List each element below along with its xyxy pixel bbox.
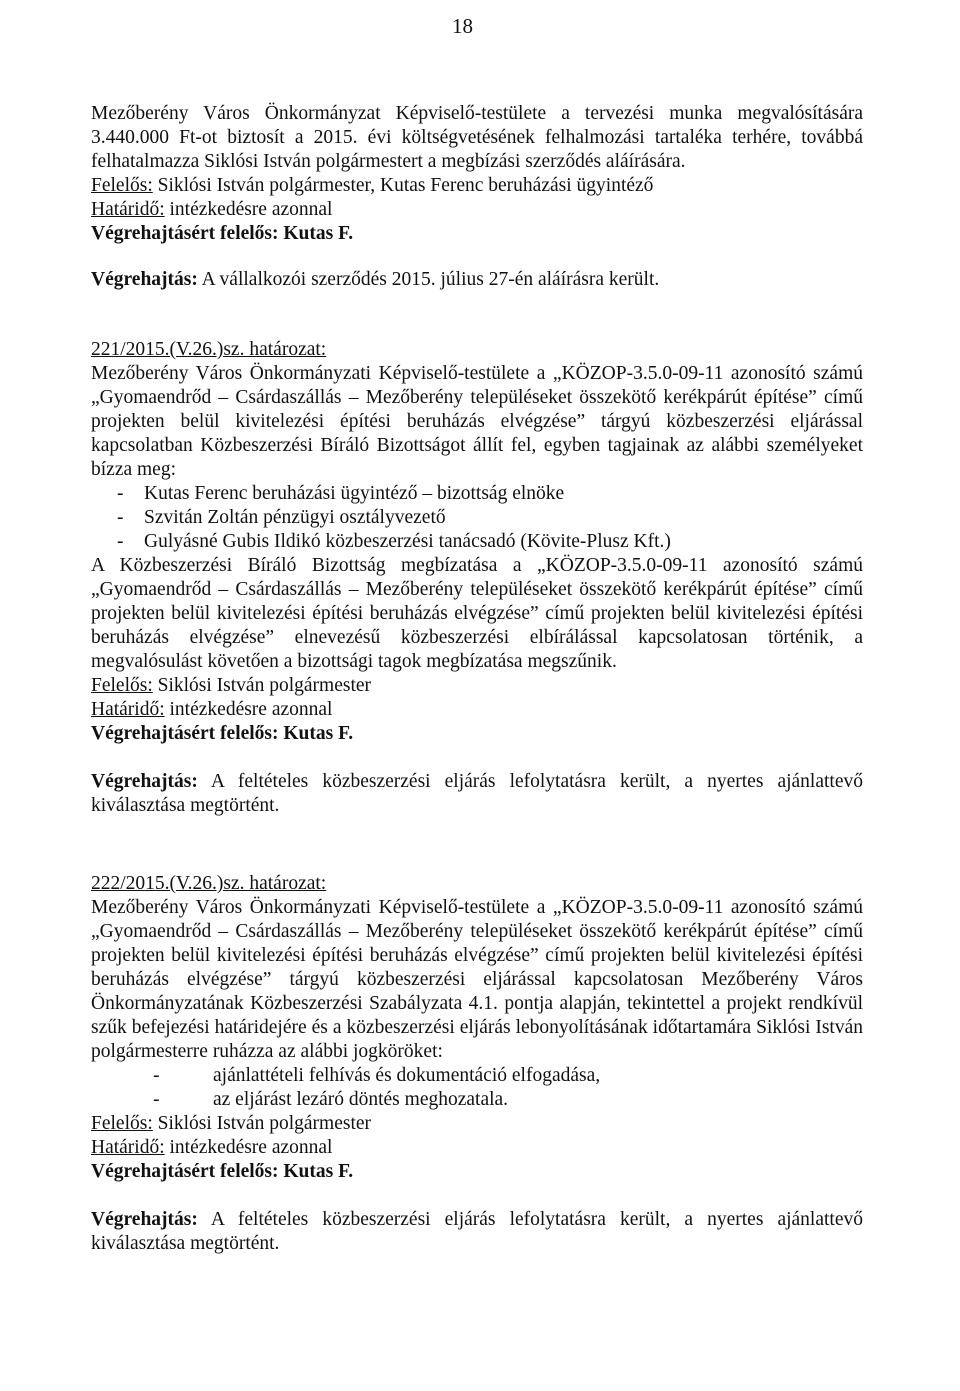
resolution-number: 221/2015.(V.26.)sz. határozat:	[91, 339, 327, 360]
deadline-value: intézkedésre azonnal	[164, 699, 333, 720]
continuation-paragraph: Mezőberény Város Önkormányzat Képviselő-testülete a tervezési munka megvalósítására 3.440.000 Ft-ot biztosít a 2015. évi költségvetésének felhalmozási tartaléka terhére, továbbá felhatalmazza Siklósi István polgármestert a megbízási szerződés aláírására.	[91, 103, 863, 172]
responsible-label: Felelős:	[91, 675, 153, 696]
deadline-label: Határidő:	[91, 699, 165, 720]
resolution-text-continued: A Közbeszerzési Bíráló Bizottság megbízatása a „KÖZOP-3.5.0-09-11 azonosító számú „Gyomaendrőd – Csárdaszállás – Mezőberény településeket összekötő kerékpárút építése” című projekten belül kivitelezési építési beruházás elvégzése” című projekten belül kivitelezési építési beruházás elvégzése” elnevezésű közbeszerzési elbírálással kapcsolatosan történik, a megvalósulást követően a bizottsági tagok megbízatása megszűnik.	[91, 555, 863, 672]
committee-member-list	[91, 482, 863, 554]
deadline-line	[91, 198, 863, 222]
responsible-line	[91, 174, 863, 198]
list-item: - ajánlattételi felhívás és dokumentáció elfogadása,	[91, 1064, 863, 1088]
resolution-number: 222/2015.(V.26.)sz. határozat:	[91, 873, 327, 894]
execution-value: A feltételes közbeszerzési eljárás lefolytatásra került, a nyertes ajánlattevő kiválasztása megtörtént.	[91, 771, 863, 816]
execution-line	[91, 268, 863, 292]
execution-label: Végrehajtás:	[91, 771, 198, 792]
execution-value: A vállalkozói szerződés 2015. július 27-én aláírásra került.	[197, 269, 660, 290]
exec-responsible-line: Végrehajtásért felelős: Kutas F.	[91, 1161, 354, 1182]
execution-value: A feltételes közbeszerzési eljárás lefolytatásra került, a nyertes ajánlattevő kiválasztása megtörtént.	[91, 1209, 863, 1254]
responsible-label: Felelős:	[91, 1113, 153, 1134]
page-content	[91, 102, 863, 1256]
deadline-label: Határidő:	[91, 1137, 165, 1158]
execution-label: Végrehajtás:	[91, 269, 198, 290]
deadline-line	[91, 1136, 863, 1160]
resolution-text: Mezőberény Város Önkormányzati Képviselő-testülete a „KÖZOP-3.5.0-09-11 azonosító számú „Gyomaendrőd – Csárdaszállás – Mezőberény településeket összekötő kerékpárút építése” című projekten belül kivitelezési építési beruházás elvégzése” című projekten belül kivitelezési építési beruházás elvégzése” tárgyú közbeszerzési eljárással kapcsolatosan Mezőberény Város Önkormányzatának Közbeszerzési Szabályzata 4.1. pontja alapján, tekintettel a projekt rendkívül szűk befejezési határidejére és a közbeszerzési eljárás lebonyolításának időtartamára Siklósi István polgármesterre ruházza az alábbi jogköröket:	[91, 897, 863, 1062]
authority-list	[91, 1064, 863, 1112]
list-item: - Kutas Ferenc beruházási ügyintéző – bizottság elnöke	[91, 482, 863, 506]
resolution-text: Mezőberény Város Önkormányzati Képviselő-testülete a „KÖZOP-3.5.0-09-11 azonosító számú „Gyomaendrőd – Csárdaszállás – Mezőberény településeket összekötő kerékpárút építése” című projekten belül kivitelezési építési beruházás elvégzése” tárgyú közbeszerzési eljárással kapcsolatban Közbeszerzési Bíráló Bizottságot állít fel, egyben tagjainak az alábbi személyeket bízza meg:	[91, 363, 863, 480]
responsible-line	[91, 1112, 863, 1136]
deadline-label: Határidő:	[91, 199, 165, 220]
deadline-value: intézkedésre azonnal	[164, 1137, 333, 1158]
execution-line	[91, 1208, 863, 1256]
responsible-value: Siklósi István polgármester	[152, 1113, 372, 1134]
execution-line	[91, 770, 863, 818]
deadline-line	[91, 698, 863, 722]
exec-responsible-line: Végrehajtásért felelős: Kutas F.	[91, 223, 354, 244]
list-item: - Szvitán Zoltán pénzügyi osztályvezető	[91, 506, 863, 530]
list-item: - Gulyásné Gubis Ildikó közbeszerzési tanácsadó (Kövite-Plusz Kft.)	[91, 530, 863, 554]
responsible-value: Siklósi István polgármester	[152, 675, 372, 696]
responsible-line	[91, 674, 863, 698]
list-item: - az eljárást lezáró döntés meghozatala.	[91, 1088, 863, 1112]
deadline-value: intézkedésre azonnal	[164, 199, 333, 220]
page-number: 18	[452, 14, 473, 38]
responsible-value: Siklósi István polgármester, Kutas Ferenc beruházási ügyintéző	[152, 175, 654, 196]
exec-responsible-line: Végrehajtásért felelős: Kutas F.	[91, 723, 354, 744]
responsible-label: Felelős:	[91, 175, 153, 196]
execution-label: Végrehajtás:	[91, 1209, 198, 1230]
